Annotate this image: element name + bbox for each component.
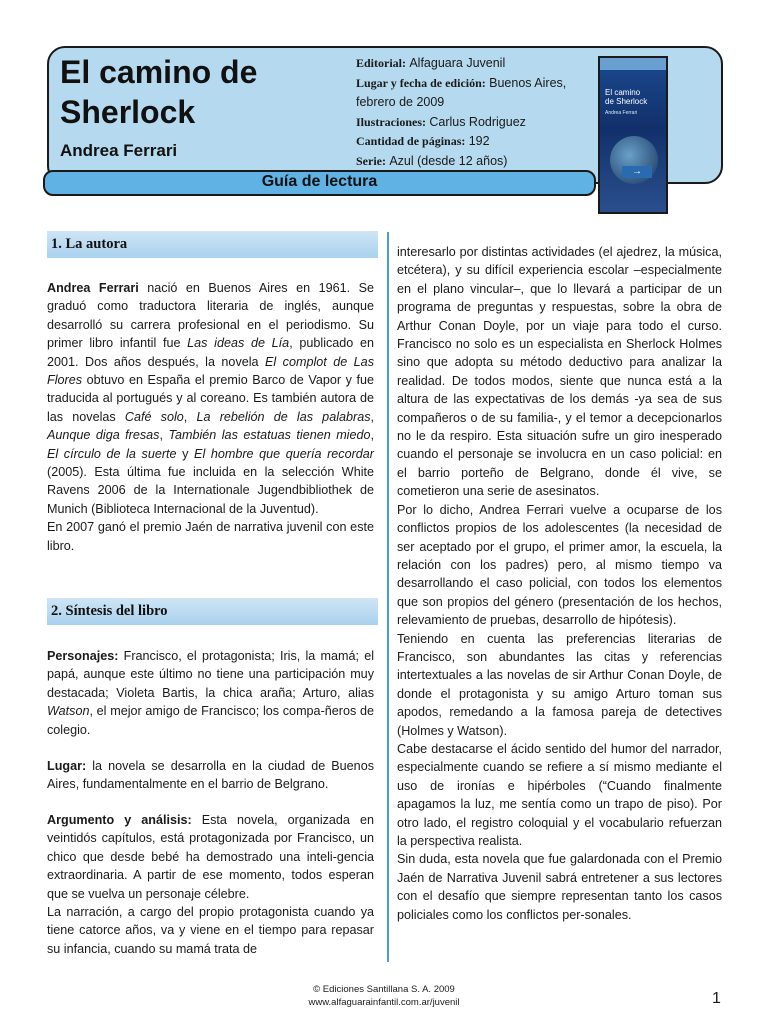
cover-author: Andrea Ferrari xyxy=(605,110,638,116)
meta-illustrations: Ilustraciones: Carlus Rodriguez xyxy=(356,114,526,129)
section-heading-sintesis: 2. Síntesis del libro xyxy=(47,598,378,625)
meta-series: Serie: Azul (desde 12 años) xyxy=(356,153,508,168)
meta-pages: Cantidad de páginas: 192 xyxy=(356,134,490,149)
right-paragraph-4: Cabe destacarse el ácido sentido del humor del narrador, especialmente cuando se refiere a sí mismo mediante el uso de ironías e hipérboles (“Cuando finalmente apagamos la luz, me sentía como un trapo de piso). Por otro lado, el registro coloquial y el vocabulario refuerzan la perspectiva realista. xyxy=(397,741,722,848)
meta-place-date: Lugar y fecha de edición: Buenos Aires, xyxy=(356,75,567,90)
personajes-paragraph: Personajes: Francisco, el protagonista; Iris, la mamá; el papá, aunque este último no tiene una participación muy destacada; Violeta Bartis, la chica araña; Arturo, alias Watson, el mejor amigo de Francisco; los compa-ñeros de colegio. xyxy=(47,649,374,737)
cover-title xyxy=(605,88,667,106)
book-cover-image xyxy=(598,56,668,214)
right-paragraph-2: Por lo dicho, Andrea Ferrari vuelve a ocuparse de los conflictos propios de los adolescentes (la necesidad de ser aceptado por el grupo, el primer amor, la escuela, la relación con los padres) pero, al mismo tiempo va desarrollando el caso policial, con todos los elementos que son propios del género (presentación de los hechos, relevamiento de pruebas, desarrollo de hipótesis). xyxy=(397,502,722,628)
book-author: Andrea Ferrari xyxy=(60,141,178,160)
book-metadata xyxy=(356,54,588,172)
book-title xyxy=(60,52,320,132)
right-column-text xyxy=(397,243,722,924)
page-number: 1 xyxy=(712,990,721,1007)
argumento-paragraph: Argumento y análisis: Esta novela, organizada en veintidós capítulos, está protagonizada por Francisco, un chico que desde bebé ha demostrado una inteli-gencia extraordinaria. A partir de ese momento, todos esperan que se vuelva un personaje célebre. La narración, a cargo del propio protagonista cuando ya tiene catorce años, va y viene en el tiempo para repasar su infancia, cuando su mamá trata de xyxy=(47,813,374,956)
right-paragraph-1: interesarlo por distintas actividades (el ajedrez, la música, etcétera), y su difícil experiencia escolar –especialmente en el plano vincular–, que lo llevará a participar de un programa de preguntas y respuestas, sobre la obra de Arthur Conan Doyle, por un viaje para todo el curso. Francisco no solo es un especialista en Sherlock Holmes sino que adopta su método deductivo para analizar la realidad. De todos modos, siente que nunca está a la altura de las expectativas de los demás -ya sea de sus compañeros o de su familia-, y el temor a decepcionarlos no le da respiro. Esta situación sufre un giro inesperado cuando el personaje se involucra en un caso policial: en el barrio porteño de Belgrano, donde él vive, se cometieron una serie de asesinatos. xyxy=(397,245,722,499)
section-heading-autora: 1. La autora xyxy=(47,231,378,258)
cover-arrow-icon: → xyxy=(622,166,652,178)
cover-title-line1: El camino xyxy=(605,88,641,97)
meta-editorial: Editorial: Alfaguara Juvenil xyxy=(356,56,506,70)
book-title-line1: El camino de xyxy=(60,54,258,90)
lugar-paragraph: Lugar: la novela se desarrolla en la ciudad de Buenos Aires, fundamentalmente en el barrio de Belgrano. xyxy=(47,759,374,792)
right-paragraph-3: Teniendo en cuenta las preferencias literarias de Francisco, son abundantes las citas y referencias intertextuales a las novelas de sir Arthur Conan Doyle, de donde el protagonista y su amigo Arturo toman sus apodos, remedando a la famosa pareja de detectives (Holmes y Watson). xyxy=(397,631,722,738)
book-title-line2: Sherlock xyxy=(60,94,196,130)
guide-title: Guía de lectura xyxy=(261,173,378,190)
column-divider xyxy=(387,232,389,962)
meta-date: febrero de 2009 xyxy=(356,95,445,110)
autora-paragraph: Andrea Ferrari nació en Buenos Aires en 1961. Se graduó como traductora literaria de inglés, aunque desarrolló su carrera profesional en el periodismo. Su primer libro infantil fue Las ideas de Lía, publicado en 2001. Dos años después, la novela El complot de Las Flores obtuvo en España el premio Barco de Vapor y fue traducida al portugués y al coreano. Es también autora de las novelas Café solo, La rebelión de las palabras, Aunque diga fresas, También las estatuas tienen miedo, El círculo de la suerte y El hombre que quería recordar (2005). Esta última fue incluida en la selección White Ravens 2006 de la Internationale Jugendbibliothek de Munich (Biblioteca Internacional de la Juventud). En 2007 ganó el premio Jaén de narrativa juvenil con este libro. xyxy=(47,281,375,553)
footer-url[interactable]: www.alfaguarainfantil.com.ar/juvenil xyxy=(308,997,460,1008)
footer-copyright: © Ediciones Santillana S. A. 2009 xyxy=(313,984,455,995)
footer xyxy=(0,983,768,1009)
right-paragraph-5: Sin duda, esta novela que fue galardonada con el Premio Jaén de Narrativa Juvenil sabrá entretener a sus lectores con el desafío que siempre representan tanto los casos policiales como los conflictos per-sonales. xyxy=(397,852,722,922)
cover-title-line2: de Sherlock xyxy=(605,97,648,106)
cover-top-band xyxy=(600,58,666,70)
